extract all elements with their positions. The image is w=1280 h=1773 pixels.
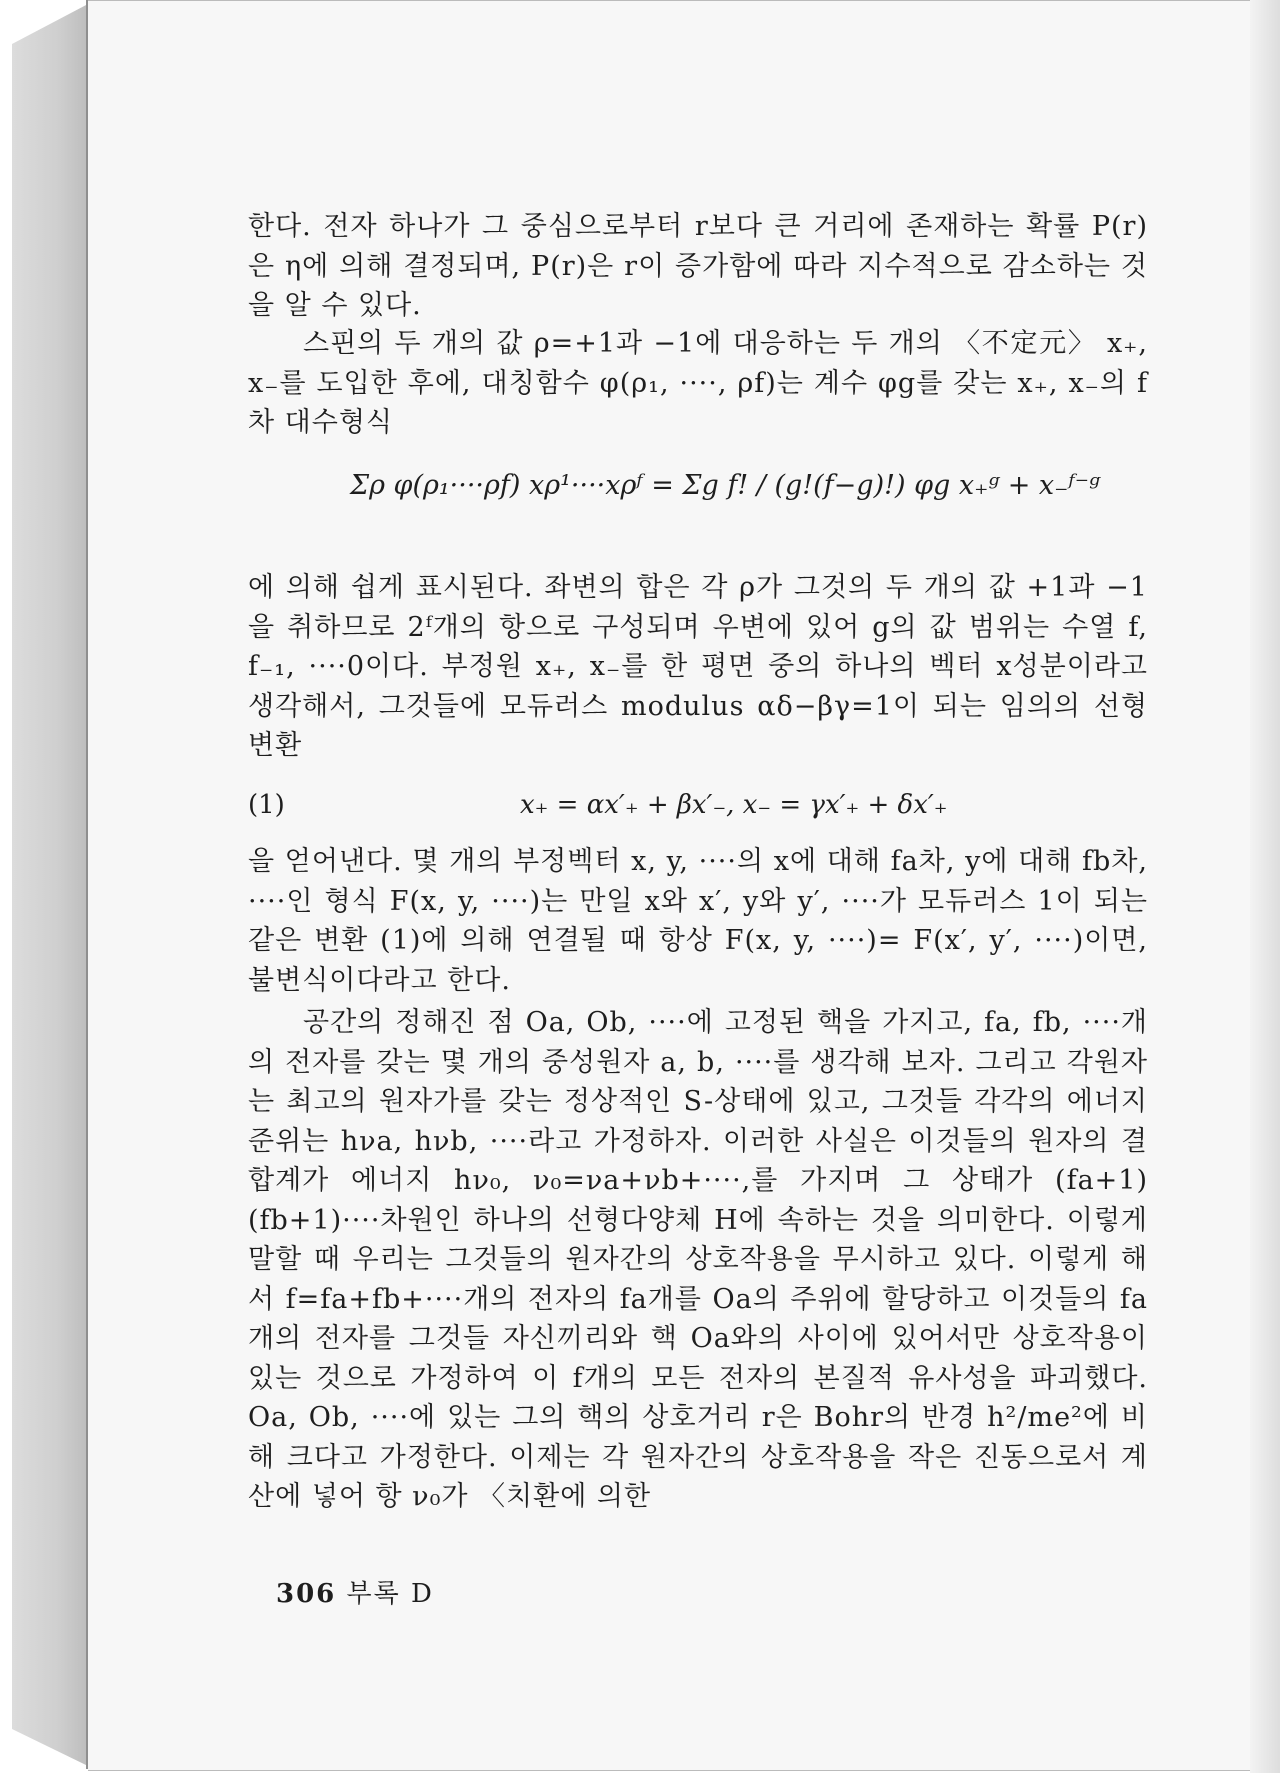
page-number: 306 <box>276 1579 337 1609</box>
book-spine-side <box>12 4 88 1766</box>
equation-algebraic-form: Σρ φ(ρ₁····ρf) xρ¹····xρᶠ = Σg f! / (g!(f−g)!) φg x₊ᵍ + x₋ᶠ⁻ᵍ <box>350 470 1100 501</box>
equation-number: (1) <box>248 790 285 820</box>
equation-linear-transform: x₊ = αx′₊ + βx′₋, x₋ = γx′₊ + δx′₊ <box>520 790 948 820</box>
paragraph-3: 에 의해 쉽게 표시된다. 좌변의 합은 각 ρ가 그것의 두 개의 값 +1과 −1을 취하므로 2ᶠ개의 항으로 구성되며 우변에 있어 g의 값 범위는 수열 f, f₋₁, ····0이다. 부정원 x₊, x₋를 한 평면 중의 하나의 벡터 x성분이라고 생각해서, 그것들에 모듀러스 modulus αδ−βγ=1이 되는 임의의 선형변환 <box>248 572 1148 761</box>
page-footer <box>276 1573 434 1610</box>
paragraph-1: 한다. 전자 하나가 그 중심으로부터 r보다 큰 거리에 존재하는 확률 P(r)은 η에 의해 결정되며, P(r)은 r이 증가함에 따라 지수적으로 감소하는 것을 알 수 있다. <box>248 211 1148 321</box>
paragraph-2: 스핀의 두 개의 값 ρ=+1과 −1에 대응하는 두 개의 〈不定元〉 x₊, x₋를 도입한 후에, 대칭함수 φ(ρ₁, ····, ρf)는 계수 φg를 갖는 x₊, x₋의 f차 대수형식 <box>248 328 1148 438</box>
section-label: 부록 D <box>346 1579 434 1609</box>
paragraph-4: 을 얻어낸다. 몇 개의 부정벡터 x, y, ····의 x에 대해 fa차, y에 대해 fb차, ····인 형식 F(x, y, ····)는 만일 x와 x′, y와 y′, ····가 모듀러스 1이 되는 같은 변환 (1)에 의해 연결될 때 항상 F(x, y, ····)= F(x′, y′, ····)이면, 불변식이다라고 한다. <box>248 846 1148 996</box>
page-shadow <box>1250 0 1280 1773</box>
paragraph-5: 공간의 정해진 점 Oa, Ob, ····에 고정된 핵을 가지고, fa, fb, ····개의 전자를 갖는 몇 개의 중성원자 a, b, ····를 생각해 보자. 그리고 각원자는 최고의 원자가를 갖는 정상적인 S-상태에 있고, 그것들 각각의 에너지 준위는 hνa, hνb, ····라고 가정하자. 이러한 사실은 이것들의 원자의 결합계가 에너지 hν₀, ν₀=νa+νb+····,를 가지며 그 상태가 (fa+1)(fb+1)····차원인 하나의 선형다양체 H에 속하는 것을 의미한다. 이렇게 말할 때 우리는 그것들의 원자간의 상호작용을 무시하고 있다. 이렇게 해서 f=fa+fb+····개의 전자의 fa개를 Oa의 주위에 할당하고 이것들의 fa개의 전자를 그것들 자신끼리와 핵 Oa와의 사이에 있어서만 상호작용이 있는 것으로 가정하여 이 f개의 모든 전자의 본질적 유사성을 파괴했다. Oa, Ob, ····에 있는 그의 핵의 상호거리 r은 Bohr의 반경 h²/me²에 비해 크다고 가정한다. 이제는 각 원자간의 상호작용을 작은 진동으로서 계산에 넣어 항 ν₀가 〈치환에 의한 <box>248 1007 1148 1512</box>
